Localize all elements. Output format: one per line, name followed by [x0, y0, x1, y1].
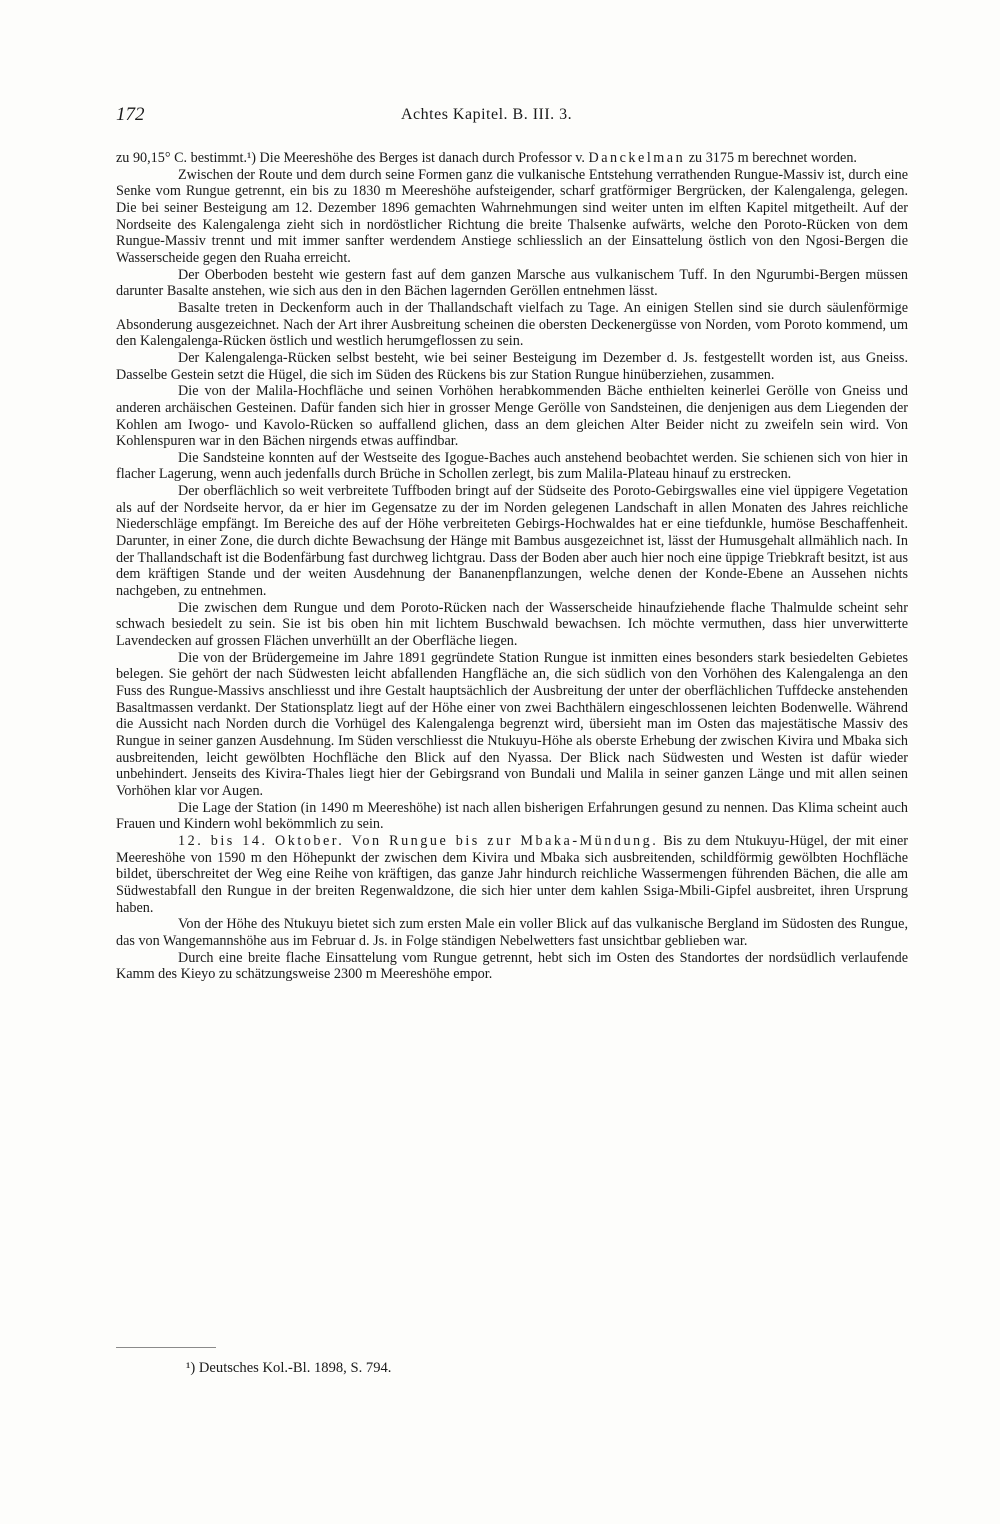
paragraph-text: Von der Höhe des Ntukuyu bietet sich zum ersten Male ein voller Blick auf das vulkanische Bergland im Südosten des Rungue, das von Wangemannshöhe aus im Februar d. Js. in Folge ständigen Nebelwetters fast unsichtbar geblieben war. — [116, 916, 908, 949]
paragraph — [116, 600, 908, 650]
paragraph-text: Der Oberboden besteht wie gestern fast auf dem ganzen Marsche aus vulkanischem Tuff. In den Ngurumbi-Bergen müssen darunter Basalte anstehen, wie sich aus den in den Bächen lagernden Geröllen entnehmen lässt. — [116, 266, 908, 300]
paragraph — [116, 650, 908, 800]
paragraph-text: Der Kalengalenga-Rücken selbst besteht, wie bei seiner Besteigung im Dezember d. Js. festgestellt worden ist, aus Gneiss. Dasselbe Gestein setzt die Hügel, die sich im Süden des Rückens bis zur Station Rungue hinüberziehen, zusammen. — [116, 349, 908, 383]
paragraph-text: Basalte treten in Deckenform auch in der Thallandschaft vielfach zu Tage. An einigen Stellen sind sie durch säulenförmige Absonderung ausgezeichnet. Nach der Art ihrer Ausbreitung scheinen die obersten Deckenergüsse von Norden, vom Poroto kommend, um den Kalengalenga-Rücken östlich und westlich herumgeflossen zu sein. — [116, 299, 908, 350]
footnote-rule — [116, 1347, 216, 1348]
paragraph-text: Der oberflächlich so weit verbreitete Tuffboden bringt auf der Südseite des Poroto-Gebirgswalles eine viel üppigere Vegetation als auf der Nordseite hervor, da er hier im Gegensatze zu der im Norden gelegenen Landschaft in allen Monaten des Jahres reichliche Niederschläge empfängt. Im Bereiche des auf der Höhe verbreiteten Gebirgs-Hochwaldes hat er eine tiefdunkle, humöse Beschaffenheit. Darunter, in einer Zone, die durch dichte Bewachsung der Hänge mit Bambus ausgezeichnet ist, lässt der Humusgehalt allmählich nach. In der Thallandschaft ist die Bodenfärbung fast durchweg lichtgrau. Dass der Boden aber auch hier noch eine üppige Triebkraft besitzt, ist aus dem kräftigen Stande und der weiten Ausdehnung der Bananenpflanzungen, welche denen der Konde-Ebene an Aussehen nichts nachgeben, zu entnehmen. — [116, 483, 908, 600]
paragraph — [116, 833, 908, 916]
paragraph-text: Die Sandsteine konnten auf der Westseite des Igogue-Baches auch anstehend beobachtet werden. Sie schienen sich von hier in flacher Lagerung, wenn auch jedenfalls durch Brüche in Schollen zerlegt, bis zum Malila-Plateau hinauf zu erstrecken. — [116, 449, 908, 483]
paragraph — [116, 267, 908, 300]
page-number: 172 — [116, 104, 145, 125]
paragraph-text: Durch eine breite flache Einsattelung vom Rungue getrennt, hebt sich im Osten des Standortes der nordsüdlich verlaufende Kamm des Kieyo zu schätzungsweise 2300 m Meereshöhe empor. — [116, 949, 908, 983]
body-text — [116, 150, 908, 983]
paragraph — [116, 950, 908, 983]
paragraph-text: Zwischen der Route und dem durch seine Formen ganz die vulkanische Entstehung verrathenden Rungue-Massiv ist, durch eine Senke vom Rungue getrennt, ein bis zu 1830 m Meereshöhe aufsteigender, scharf gratförmiger Bergrücken, der Kalengalenga, gelegen. Die bei seiner Besteigung am 12. Dezember 1896 gemachten Wahrnehmungen sind weiter unten im elften Kapitel mitgetheilt. Auf der Nordseite des Kalengalenga zieht sich in nordöstlicher Richtung die breite Thalsenke aufwärts, welche den Poroto-Rücken von dem Rungue-Massiv trennt und mit immer sanfter werdendem Anstiege schliesslich an der Einsattelung östlich von den Ngosi-Bergen die Wasserscheide gegen den Ruaha erreicht. — [116, 166, 908, 266]
paragraph — [116, 383, 908, 450]
paragraph — [116, 800, 908, 833]
paragraph-text: zu 3175 m berechnet worden. — [685, 150, 857, 166]
paragraph-text: Die Lage der Station (in 1490 m Meereshöhe) ist nach allen bisherigen Erfahrungen gesund zu nennen. Das Klima scheint auch Frauen und Kindern wohl bekömmlich zu sein. — [116, 799, 908, 833]
footnote: ¹) Deutsches Kol.-Bl. 1898, S. 794. — [186, 1360, 392, 1376]
paragraph-text: Die von der Malila-Hochfläche und seinen Vorhöhen herabkommenden Bäche enthielten keinerlei Gerölle von Gneiss und anderen archäischen Gesteinen. Dafür fanden sich hier in grosser Menge Gerölle von Sandsteinen, die denjenigen aus dem Liegenden der Kohlen am Iwogo- und Kavolo-Rücken so auffallend glichen, dass an dem gleichen Alter Beider nicht zu zweifeln sein wird. Von Kohlenspuren war in den Bächen nirgends etwas auffindbar. — [116, 383, 908, 450]
paragraph-text: Bis zu dem Ntukuyu-Hügel, der mit einer Meereshöhe von 1590 m den Höhepunkt der zwischen dem Kivira und Mbaka sich ausbreitenden, schildförmig gewölbten Hochfläche bildet, überschreitet der Weg eine Reihe von kräftigen, das ganze Jahr hindurch reichliche Wassermengen führenden Bächen, die alle am Südwestabfall den Rungue in der breiten Regenwaldzone, die sich hier unter dem kahlen Ssiga-Mbili-Gipfel ausbreitet, ihren Ursprung haben. — [116, 832, 909, 916]
page-header — [116, 104, 908, 132]
paragraph-text: Die von der Brüdergemeine im Jahre 1891 gegründete Station Rungue ist inmitten eines besonders stark besiedelten Gebietes belegen. Sie gehört der nach Südwesten leicht abfallenden Hangfläche an, die sich südlich von den Vorhöhen des Kalengalenga an den Fuss des Rungue-Massivs anschliesst und ihre Gestalt hauptsächlich der Ausbreitung der unter der oberflächlichen Tuffdecke anstehenden Basaltmassen verdankt. Der Stationsplatz liegt auf der Höhe einer von zwei Bachthälern eingeschlossenen leichten Bodenwelle. Während die Aussicht nach Norden durch die Vorhügel des Kalengalenga begrenzt wird, übersieht man im Osten das majestätische Massiv des Rungue in seiner ganzen Ausdehnung. Im Süden verschliesst die Ntukuyu-Höhe als oberste Erhebung der zwischen Kivira und Mbaka sich ausbreitenden, leicht gewölbten Hochfläche den Blick auf den Nyassa. Der Blick nach Südwesten und Westen ist dafür wieder unbehindert. Jenseits des Kivira-Thales liegt hier der Gebirgsrand von Bundali und Malila in seiner ganzen Länge und mit allen seinen Vorhöhen klar vor Augen. — [116, 649, 908, 799]
spaced-text: 12. bis 14. Oktober. Von Rungue bis zur Mbaka-Mündung. — [178, 832, 659, 849]
paragraph-text: zu 90,15° C. bestimmt.¹) Die Meereshöhe des Berges ist danach durch Professor v. — [116, 150, 589, 166]
paragraph — [116, 167, 908, 267]
running-head: Achtes Kapitel. B. III. 3. — [401, 106, 573, 123]
paragraph — [116, 300, 908, 350]
paragraph — [116, 450, 908, 483]
paragraph — [116, 350, 908, 383]
paragraph — [116, 483, 908, 600]
paragraph-text: Die zwischen dem Rungue und dem Poroto-Rücken nach der Wasserscheide hinaufziehende flache Thalmulde scheint sehr schwach besiedelt zu sein. Sie ist bis oben hin mit lichtem Buschwald bewachsen. Ich möchte vermuthen, dass hier unverwitterte Lavendecken auf grossen Flächen unverhüllt an der Oberfläche liegen. — [116, 599, 908, 650]
spaced-text: Danckelman — [588, 150, 686, 166]
paragraph — [116, 916, 908, 949]
paragraph — [116, 150, 908, 167]
